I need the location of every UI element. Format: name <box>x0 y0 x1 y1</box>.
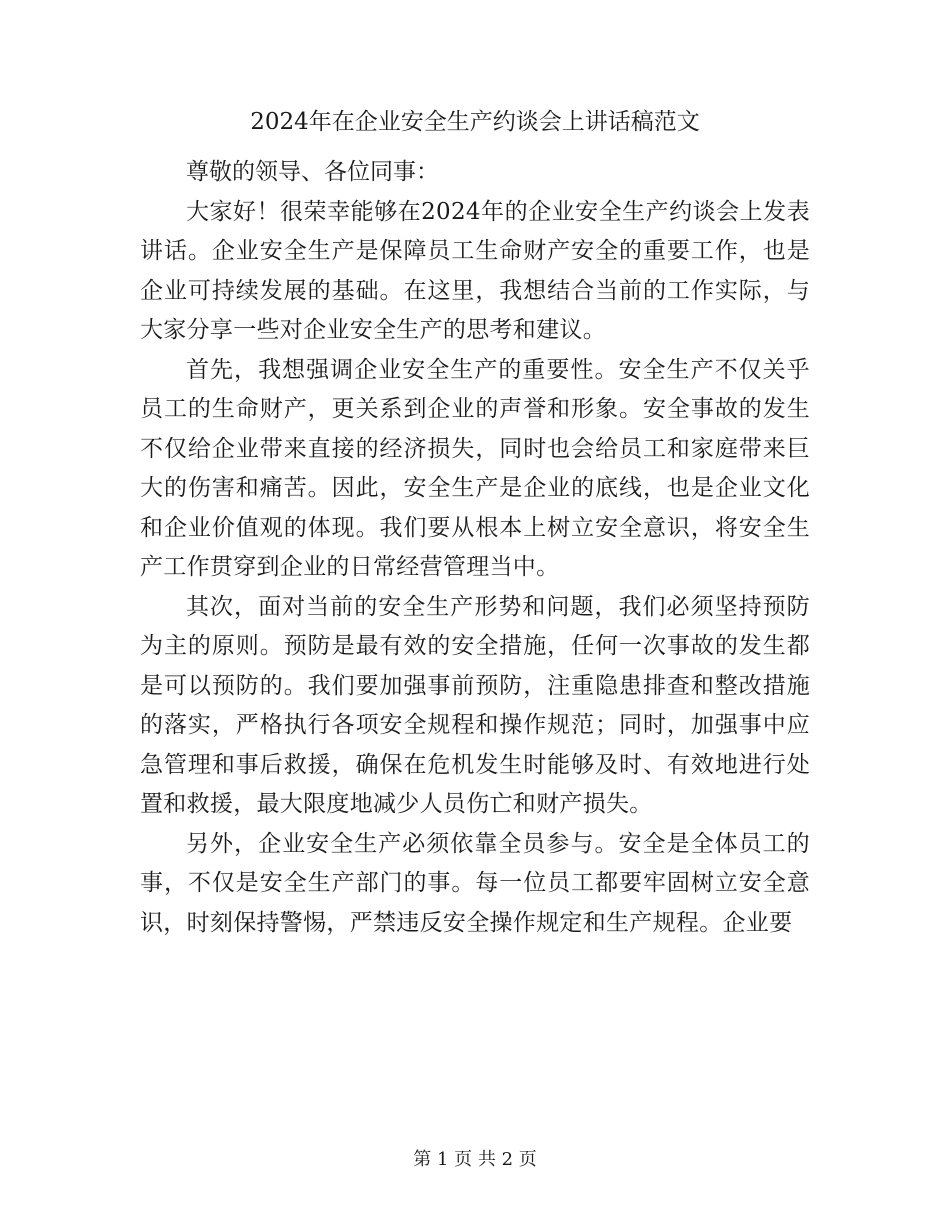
page-number-footer: 第 1 页 共 2 页 <box>413 1149 537 1170</box>
paragraph-participation: 另外，企业安全生产必须依靠全员参与。安全是全体员工的事，不仅是安全生产部门的事。每一位员工都要牢固树立安全意识，时刻保持警惕，严禁违反安全操作规定和生产规程。企业要 <box>140 830 810 936</box>
greeting-line: 尊敬的领导、各位同事： <box>186 159 439 185</box>
paragraph-intro: 大家好！很荣幸能够在2024年的企业安全生产约谈会上发表讲话。企业安全生产是保障员工生命财产安全的重要工作，也是企业可持续发展的基础。在这里，我想结合当前的工作实际，与大家分享一些对企业安全生产的思考和建议。 <box>140 198 810 343</box>
document-body <box>140 153 810 943</box>
paragraph-prevention: 其次，面对当前的安全生产形势和问题，我们必须坚持预防为主的原则。预防是最有效的安全措施，任何一次事故的发生都是可以预防的。我们要加强事前预防，注重隐患排查和整改措施的落实，严格执行各项安全规程和操作规范；同时，加强事中应急管理和事后救援，确保在危机发生时能够及时、有效地进行处置和救援，最大限度地减少人员伤亡和财产损失。 <box>140 593 810 817</box>
paragraph-importance: 首先，我想强调企业安全生产的重要性。安全生产不仅关乎员工的生命财产，更关系到企业的声誉和形象。安全事故的发生不仅给企业带来直接的经济损失，同时也会给员工和家庭带来巨大的伤害和痛苦。因此，安全生产是企业的底线，也是企业文化和企业价值观的体现。我们要从根本上树立安全意识，将安全生产工作贯穿到企业的日常经营管理当中。 <box>140 356 810 580</box>
document-title: 2024年在企业安全生产约谈会上讲话稿范文 <box>250 109 700 135</box>
